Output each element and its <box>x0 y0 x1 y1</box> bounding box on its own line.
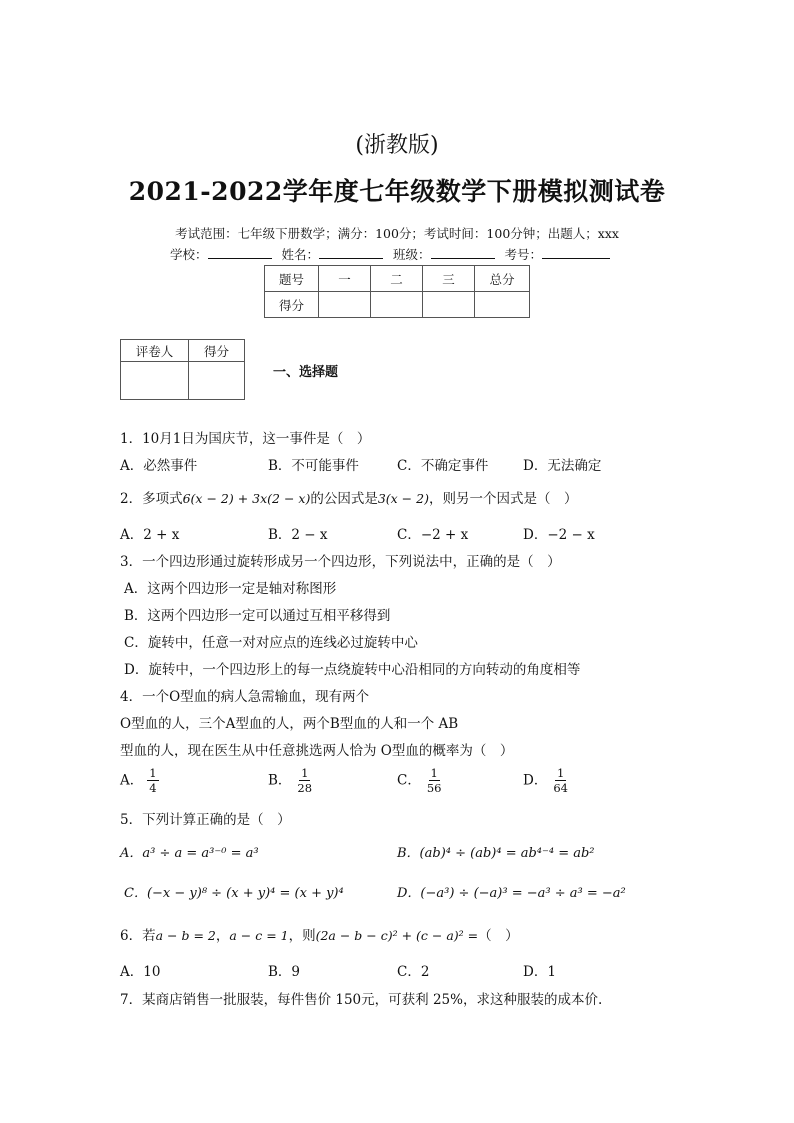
question-4-line-2: O型血的人，三个A型血的人，两个B型血的人和一个 AB <box>120 716 459 732</box>
denominator: 4 <box>149 781 157 796</box>
score-row-label: 得分 <box>265 292 319 318</box>
q6-text: ， <box>215 928 230 944</box>
numerator: 1 <box>301 766 309 780</box>
question-1-stem: 1．10月1日为国庆节，这一事件是（ ） <box>120 431 371 447</box>
class-label: 班级： <box>393 247 431 262</box>
number-field[interactable] <box>542 246 610 259</box>
score-cell[interactable] <box>371 292 423 318</box>
exam-edition: (浙教版) <box>355 133 439 158</box>
fraction <box>295 766 314 796</box>
q6-option-c[interactable]: C．2 <box>397 964 430 980</box>
q2-expression: 3(x − 2) <box>377 491 429 506</box>
q2-option-d[interactable]: D．−2 − x <box>523 527 595 543</box>
q4-option-b[interactable] <box>268 766 314 796</box>
q3-option-b[interactable]: B．这两个四边形一定可以通过互相平移得到 <box>124 608 391 624</box>
question-6-stem <box>120 924 519 944</box>
q5-option-a[interactable]: A．a³ ÷ a = a³⁻⁰ = a³ <box>120 846 259 861</box>
fraction <box>147 766 158 796</box>
q5-option-d[interactable]: D．(−a³) ÷ (−a)³ = −a³ ÷ a³ = −a² <box>397 886 626 901</box>
grader-table <box>120 339 245 400</box>
q4-option-a[interactable] <box>120 766 159 796</box>
option-label: B． <box>268 772 292 789</box>
q1-option-b[interactable]: B．不可能事件 <box>268 458 359 474</box>
score-header: 一 <box>319 266 371 292</box>
name-field[interactable] <box>319 246 383 259</box>
q4-option-d[interactable] <box>523 766 570 796</box>
question-4-line-1: 4．一个O型血的病人急需输血，现有两个 <box>120 689 370 705</box>
q2-option-c[interactable]: C．−2 + x <box>397 527 469 543</box>
numerator: 1 <box>430 766 438 780</box>
score-header: 二 <box>371 266 423 292</box>
q3-option-d[interactable]: D．旋转中，一个四边形上的每一点绕旋转中心沿相同的方向转动的角度相等 <box>124 662 581 678</box>
q2-expression: 6(x − 2) + 3x(2 − x) <box>182 491 311 506</box>
q6-expression: a − c = 1 <box>229 928 289 943</box>
question-7-stem: 7．某商店销售一批服装，每件售价 150元，可获利 25%，求这种服装的成本价. <box>120 992 603 1008</box>
score-header: 题号 <box>265 266 319 292</box>
q2-option-a[interactable]: A．2 + x <box>120 527 180 543</box>
option-label: C． <box>397 772 421 789</box>
numerator: 1 <box>556 766 565 780</box>
q6-option-a[interactable]: A．10 <box>120 964 161 980</box>
q1-option-a[interactable]: A．必然事件 <box>120 458 198 474</box>
denominator: 56 <box>426 781 442 796</box>
q6-option-d[interactable]: D．1 <box>523 964 556 980</box>
q2-text: ，则另一个因式是（ ） <box>428 491 578 507</box>
school-label: 学校： <box>170 247 208 262</box>
question-4-line-3: 型血的人，现在医生从中任意挑选两人恰为 O型血的概率为（ ） <box>120 743 514 759</box>
denominator: 64 <box>553 781 568 796</box>
grader-cell[interactable] <box>121 362 189 400</box>
student-info-line <box>170 245 616 263</box>
fraction <box>551 766 570 796</box>
q6-expression: (2a − b − c)² + (c − a)² = <box>315 928 479 943</box>
question-3-stem: 3．一个四边形通过旋转形成另一个四边形，下列说法中，正确的是（ ） <box>120 554 561 570</box>
option-label: A． <box>120 772 144 789</box>
section-heading: 一、选择题 <box>273 365 339 380</box>
name-label: 姓名： <box>281 247 320 262</box>
q4-option-c[interactable] <box>397 766 443 796</box>
q2-text: 2．多项式 <box>120 491 183 507</box>
q2-text: 的公因式是 <box>310 491 378 507</box>
q1-option-d[interactable]: D．无法确定 <box>523 458 602 474</box>
score-header: 三 <box>423 266 475 292</box>
question-2-stem <box>120 487 577 507</box>
class-field[interactable] <box>431 246 495 259</box>
exam-title: 2021-2022学年度七年级数学下册模拟测试卷 <box>128 177 666 206</box>
q6-text: ，则 <box>288 928 316 944</box>
score-cell[interactable] <box>319 292 371 318</box>
q6-text: （ ） <box>478 928 519 944</box>
q3-option-c[interactable]: C．旋转中，任意一对对应点的连线必过旋转中心 <box>124 635 418 651</box>
grader-header: 得分 <box>189 340 245 362</box>
score-header: 总分 <box>475 266 530 292</box>
q2-option-b[interactable]: B．2 − x <box>268 527 328 543</box>
q1-option-c[interactable]: C．不确定事件 <box>397 458 489 474</box>
school-field[interactable] <box>208 246 272 259</box>
numerator: 1 <box>149 766 157 780</box>
q5-option-c[interactable]: C．(−x − y)⁸ ÷ (x + y)⁴ = (x + y)⁴ <box>124 886 344 901</box>
q6-option-b[interactable]: B．9 <box>268 964 301 980</box>
grader-header: 评卷人 <box>121 340 189 362</box>
grader-cell[interactable] <box>189 362 245 400</box>
question-5-stem: 5．下列计算正确的是（ ） <box>120 812 291 828</box>
score-cell[interactable] <box>423 292 475 318</box>
exam-info: 考试范围：七年级下册数学；满分：100分；考试时间：100分钟；出题人；xxx <box>175 226 619 241</box>
option-label: D． <box>523 772 548 789</box>
denominator: 28 <box>297 781 313 796</box>
q6-text: 6．若 <box>120 928 156 944</box>
score-table <box>264 265 530 318</box>
number-label: 考号： <box>504 247 543 262</box>
fraction <box>425 766 444 796</box>
score-cell[interactable] <box>475 292 530 318</box>
q3-option-a[interactable]: A．这两个四边形一定是轴对称图形 <box>124 581 337 597</box>
q5-option-b[interactable]: B．(ab)⁴ ÷ (ab)⁴ = ab⁴⁻⁴ = ab² <box>397 846 595 861</box>
q6-expression: a − b = 2 <box>155 928 216 943</box>
